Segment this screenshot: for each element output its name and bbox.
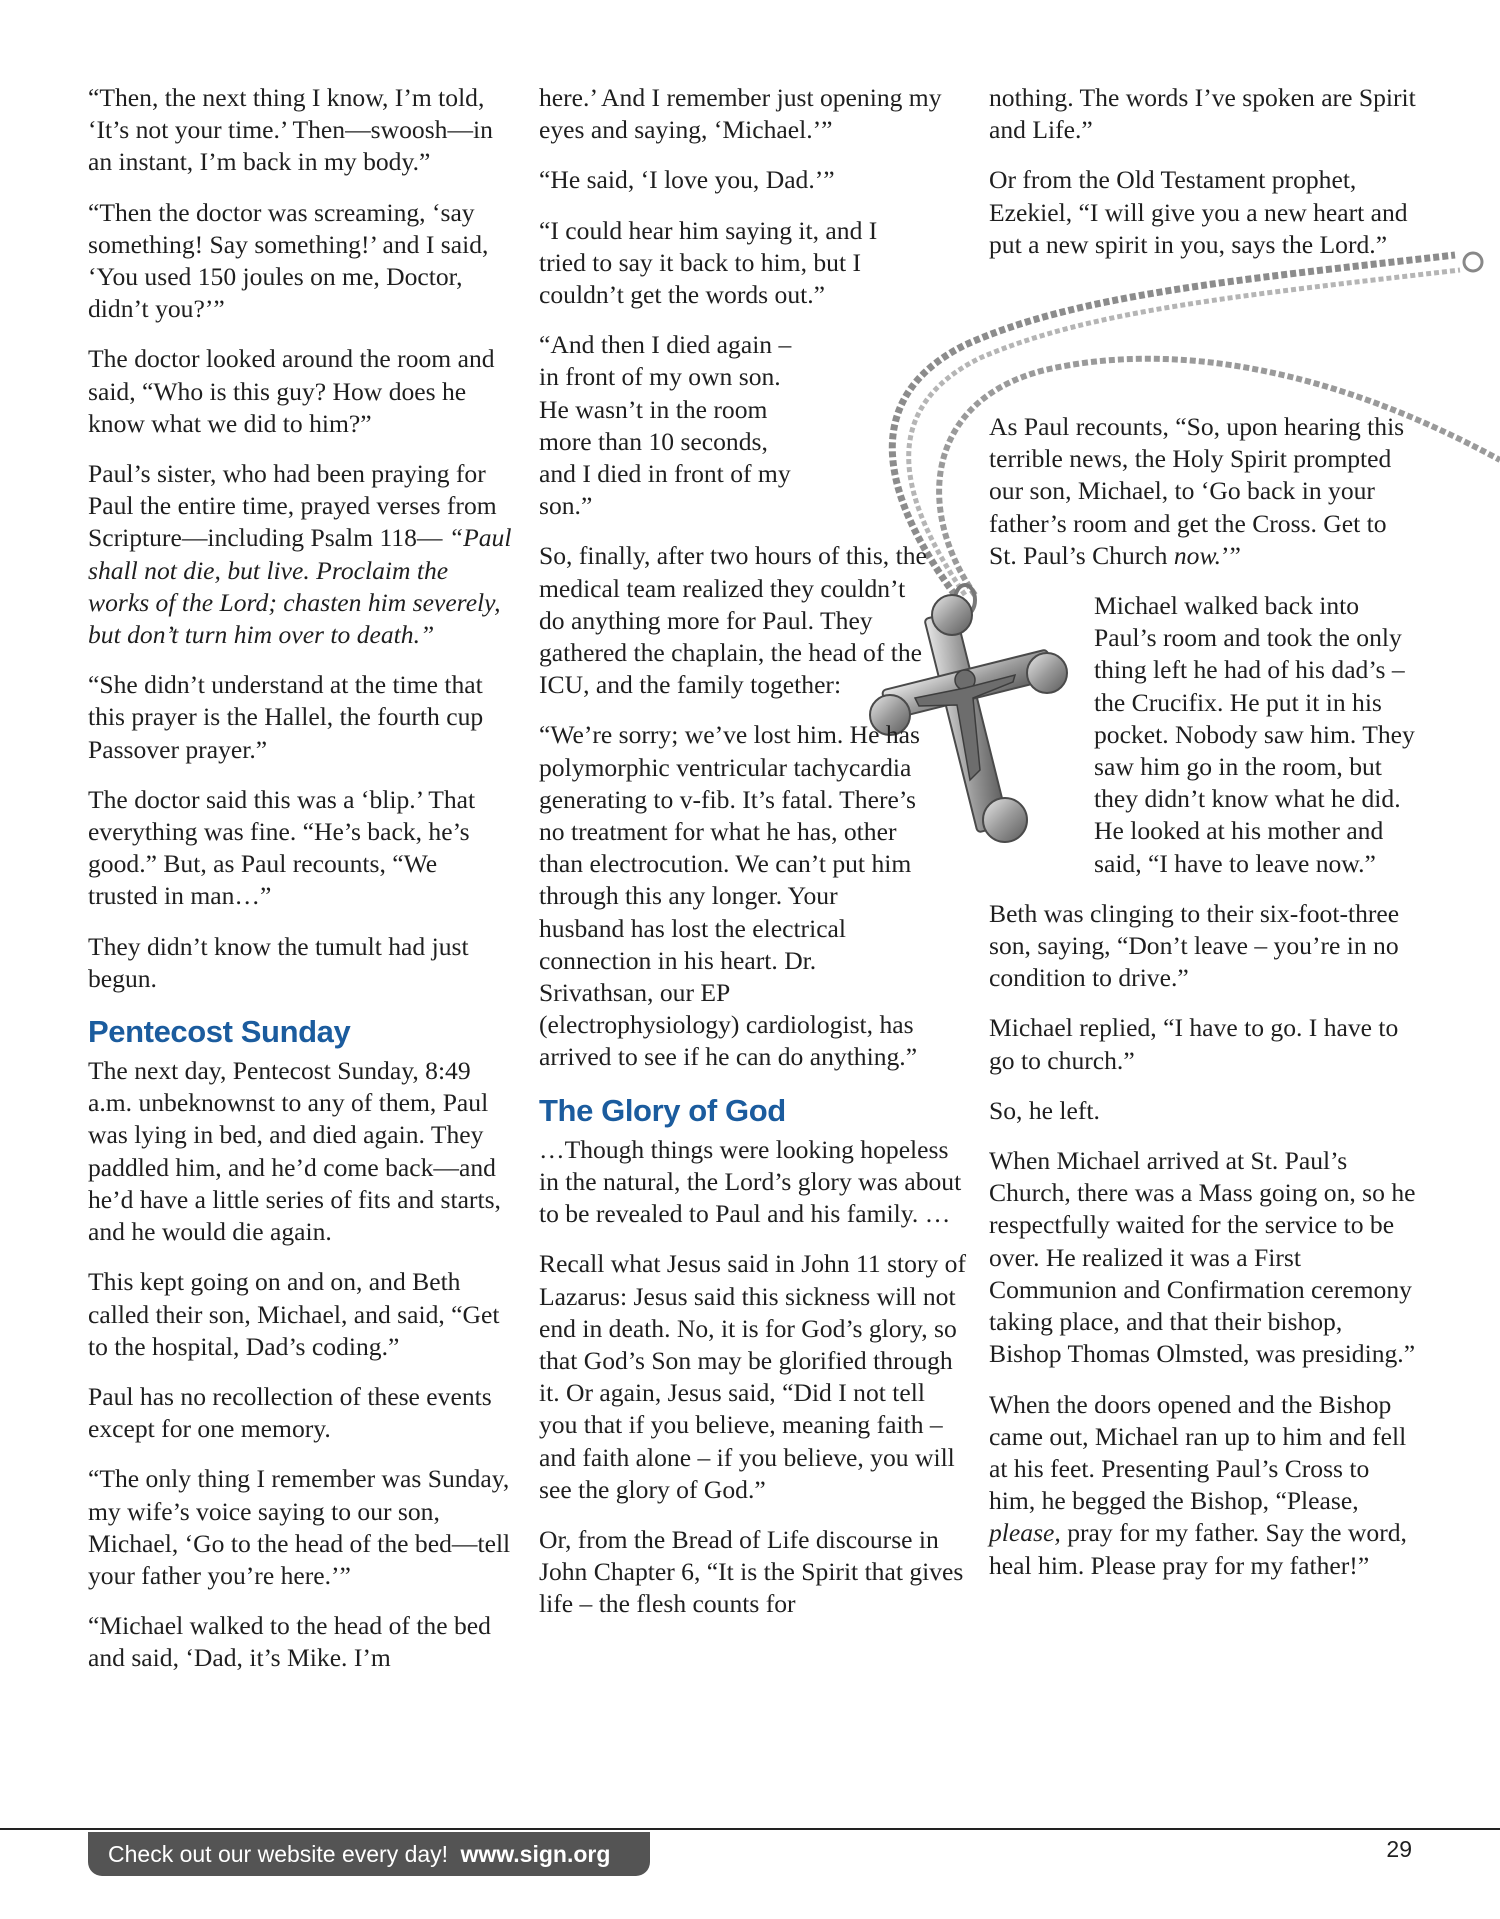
footer-promo-text: Check out our website every day! — [108, 1841, 449, 1867]
paragraph: here.’ And I remember just opening my eyes and saying, ‘Michael.’” — [539, 83, 942, 145]
paragraph: So, he left. — [989, 1095, 1100, 1125]
paragraph: “The only thing I remember was Sunday, my wife’s voice saying to our son, Michael, ‘Go to the head of the bed—tell your father you’re here.’” — [88, 1464, 511, 1590]
paragraph: Michael replied, “I have to go. I have to go to church.” — [989, 1013, 1399, 1075]
column-3 — [989, 82, 1419, 1600]
paragraph: “Then the doctor was screaming, ‘say something! Say something!’ and I said, ‘You used 150 joules on me, Doctor, didn’t you?’” — [88, 197, 489, 324]
paragraph: “And then I died again – in front of my own son. He wasn’t in the room more than 10 seconds, and I died in front of my son.” — [539, 330, 792, 521]
paragraph: “He said, ‘I love you, Dad.’” — [539, 165, 835, 195]
paragraph: …Though things were looking hopeless in the natural, the Lord’s glory was about to be revealed to Paul and his family. … — [539, 1134, 962, 1229]
paragraph: “Then, the next thing I know, I’m told, ‘It’s not your time.’ Then—swoosh—in an instant, I’m back in my body.” — [88, 83, 493, 177]
paragraph: The next day, Pentecost Sunday, 8:49 a.m. unbeknownst to any of them, Paul was lying in bed, and died again. They paddled him, and he’d come back—and he’d have a little series of fits and starts, and he would die again. — [88, 1056, 501, 1247]
website-link[interactable]: www.sign.org — [460, 1841, 611, 1867]
section-heading: The Glory of God — [539, 1092, 786, 1128]
paragraph-end: pray for my father. Say the word, heal him. Please pray for my father!” — [989, 1518, 1407, 1580]
footer-promo — [88, 1832, 650, 1876]
paragraph — [989, 1389, 1419, 1582]
paragraph — [989, 590, 1419, 880]
paragraph: Beth was clinging to their six-foot-three son, saying, “Don’t leave – you’re in no condition to drive.” — [989, 898, 1400, 993]
paragraph-text: Michael walked back into Paul’s room and took the only thing left he had of his dad’s – the Crucifix. He put it in his pocket. Nobody saw him. They saw him go in the room, but they didn’t know what he did. He looked at his mother and said, “I have to leave now.” — [1094, 591, 1415, 878]
paragraph: Or, from the Bread of Life discourse in John Chapter 6, “It is the Spirit that gives life – the flesh counts for — [539, 1524, 964, 1619]
paragraph-end: ’” — [1221, 540, 1241, 570]
emphasis: please, — [989, 1518, 1061, 1548]
column-1 — [88, 82, 513, 1693]
emphasis: now. — [1173, 540, 1222, 570]
paragraph — [88, 458, 513, 651]
paragraph-lead: Paul’s sister, who had been praying for Paul the entire time, prayed verses from Scripture—including Psalm 118— — [88, 459, 497, 553]
paragraph — [989, 411, 1419, 572]
paragraph: nothing. The words I’ve spoken are Spirit and Life.” — [989, 83, 1416, 145]
paragraph: “Michael walked to the head of the bed and said, ‘Dad, it’s Mike. I’m — [88, 1611, 491, 1673]
paragraph-lead: When the doors opened and the Bishop came out, Michael ran up to him and fell at his feet. Presenting Paul’s Cross to him, he begged the Bishop, “Please, — [989, 1389, 1407, 1516]
paragraph-lead: As Paul recounts, “So, upon hearing this terrible news, the Holy Spirit prompted our son, Michael, to ‘Go back in your father’s room and get the Cross. Get to St. Paul’s Church — [989, 412, 1405, 570]
paragraph: “We’re sorry; we’ve lost him. He has polymorphic ventricular tachycardia generating to v-fib. It’s fatal. There’s no treatment for what he has, other than electrocution. We can’t put him through this any longer. Your husband has lost the electrical connection in his heart. Dr. Srivathsan, our EP (electrophysiology) cardiologist, has arrived to see if he can do anything.” — [539, 720, 921, 1072]
paragraph: The doctor looked around the room and said, “Who is this guy? How does he know what we did to him?” — [88, 344, 495, 438]
scripture-quote: “Paul shall not die, but live. Proclaim the works of the Lord; chasten him severely, but don’t turn him over to death.” — [88, 523, 512, 650]
paragraph: Recall what Jesus said in John 11 story of Lazarus: Jesus said this sickness will not end in death. No, it is for God’s glory, so that God’s Son may be glorified through it. Or again, Jesus said, “Did I not tell you that if you believe, meaning faith – and faith alone – if you believe, you will see the glory of God.” — [539, 1249, 966, 1504]
paragraph: Or from the Old Testament prophet, Ezekiel, “I will give you a new heart and put a new spirit in you, says the Lord.” — [989, 165, 1408, 259]
paragraph: “She didn’t understand at the time that this prayer is the Hallel, the fourth cup Passover prayer.” — [88, 670, 484, 764]
paragraph: This kept going on and on, and Beth called their son, Michael, and said, “Get to the hospital, Dad’s coding.” — [88, 1267, 500, 1361]
footer-divider — [0, 1828, 1500, 1830]
column-2 — [539, 82, 969, 1639]
paragraph: When Michael arrived at St. Paul’s Church, there was a Mass going on, so he respectfully waited for the service to be over. He realized it was a First Communion and Confirmation ceremony taking place, and that their bishop, Bishop Thomas Olmsted, was presiding.” — [989, 1146, 1416, 1369]
paragraph: “I could hear him saying it, and I tried to say it back to him, but I couldn’t get the words out.” — [539, 215, 878, 310]
paragraph: The doctor said this was a ‘blip.’ That everything was fine. “He’s back, he’s good.” But, as Paul recounts, “We trusted in man…” — [88, 784, 476, 911]
paragraph: So, finally, after two hours of this, the medical team realized they couldn’t do anything more for Paul. They gathered the chaplain, the head of the ICU, and the family together: — [539, 541, 927, 700]
page-number: 29 — [1386, 1836, 1412, 1862]
paragraph: They didn’t know the tumult had just begun. — [88, 931, 469, 993]
paragraph: Paul has no recollection of these events except for one memory. — [88, 1381, 492, 1444]
section-heading: Pentecost Sunday — [88, 1014, 351, 1050]
